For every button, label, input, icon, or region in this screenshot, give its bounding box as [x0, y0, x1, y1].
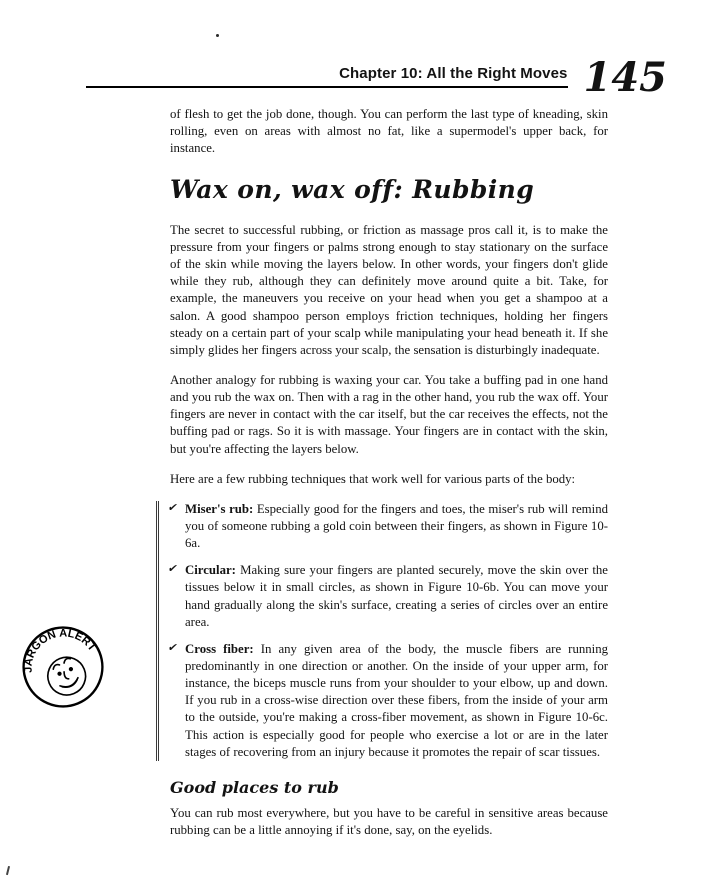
page-number: 145	[583, 54, 667, 101]
jargon-marked-list	[156, 501, 608, 761]
page-header	[86, 52, 667, 101]
bullet-label: Cross fiber:	[185, 641, 254, 656]
subsection-heading: Good places to rub	[170, 777, 339, 797]
bullet-text: In any given area of the body, the muscle fibers are running predominantly in one direction or another. On the inside of your upper arm, for instance, the biceps muscle runs from your shoulder to your elbow, up and down. If you rub in a cross-wise direction over these fibers, from the inside of your arm to the outside, you're making a cross-fiber movement, as shown in Figure 10-6c. This action is especially good for people who exercise a lot or are in the later stages of recovering from an injury because it promotes the repair of scar tissues.	[185, 641, 608, 759]
checkmark-icon: ✔	[166, 500, 179, 514]
checkmark-icon: ✔	[166, 562, 179, 576]
subsection-paragraph: You can rub most everywhere, but you have to be careful in sensitive areas because rubbing can be a little annoying if it's done, say, on the eyelids.	[170, 806, 608, 838]
jargon-alert-icon	[10, 614, 117, 721]
section-heading: Wax on, wax off: Rubbing	[170, 175, 535, 205]
chapter-title: Chapter 10: All the Right Moves	[339, 65, 568, 82]
list-item-circular	[168, 562, 608, 631]
page-body	[166, 106, 608, 853]
list-item-cross-fiber	[168, 641, 608, 761]
bullet-label: Miser's rub:	[185, 501, 254, 516]
bullet-text: Making sure your fingers are planted securely, move the skin over the tissues below it in small circles, as shown in Figure 10-6b. You can move your hand gradually along the skin's surface, creating a series of circles over an entire area.	[185, 563, 608, 629]
list-item-misers-rub	[168, 501, 608, 552]
checkmark-icon: ✔	[166, 640, 179, 654]
bullet-label: Circular:	[185, 563, 236, 578]
jargon-alert-label: JARGON ALERT	[22, 627, 99, 674]
scan-dot-artifact	[216, 34, 219, 37]
header-rule	[86, 65, 568, 88]
jargon-alert-badge	[10, 614, 117, 721]
scan-corner-artifact	[6, 866, 10, 875]
paragraph-friction: The secret to successful rubbing, or friction as massage pros call it, is to make the pressure from your fingers or palms strong enough to stay stationary on the surface of the skin while moving the layers below. In other words, your fingers don't glide while they rub, although they can definitely move around quite a bit. Take, for example, the maneuvers you receive on your head when you get a shampoo at a salon. A good shampoo person employs friction techniques, holding her fingers steady on a certain part of your scalp while manipulating your head beneath it. If she simply glides her fingers across your scalp, the sensation is disturbingly inadequate.	[170, 222, 608, 357]
intro-paragraph: of flesh to get the job done, though. You can perform the last type of kneading, skin rolling, even on areas with almost no fat, like a supermodel's upper back, for instance.	[170, 107, 608, 156]
list-intro: Here are a few rubbing techniques that work well for various parts of the body:	[170, 471, 576, 486]
bullet-text: Especially good for the fingers and toes, the miser's rub will remind you of someone rubbing a gold coin between their fingers, as shown in Figure 10-6a.	[185, 501, 608, 551]
paragraph-wax-analogy: Another analogy for rubbing is waxing your car. You take a buffing pad in one hand and you rub the wax on. Then with a rag in the other hand, you rub the wax off. Your fingers are never in contact with the car itself, but the car receives the effects, not the buffing pad or rags. So it is with massage. Your fingers are in contact with the skin, but you're affecting the layers below.	[170, 373, 608, 456]
